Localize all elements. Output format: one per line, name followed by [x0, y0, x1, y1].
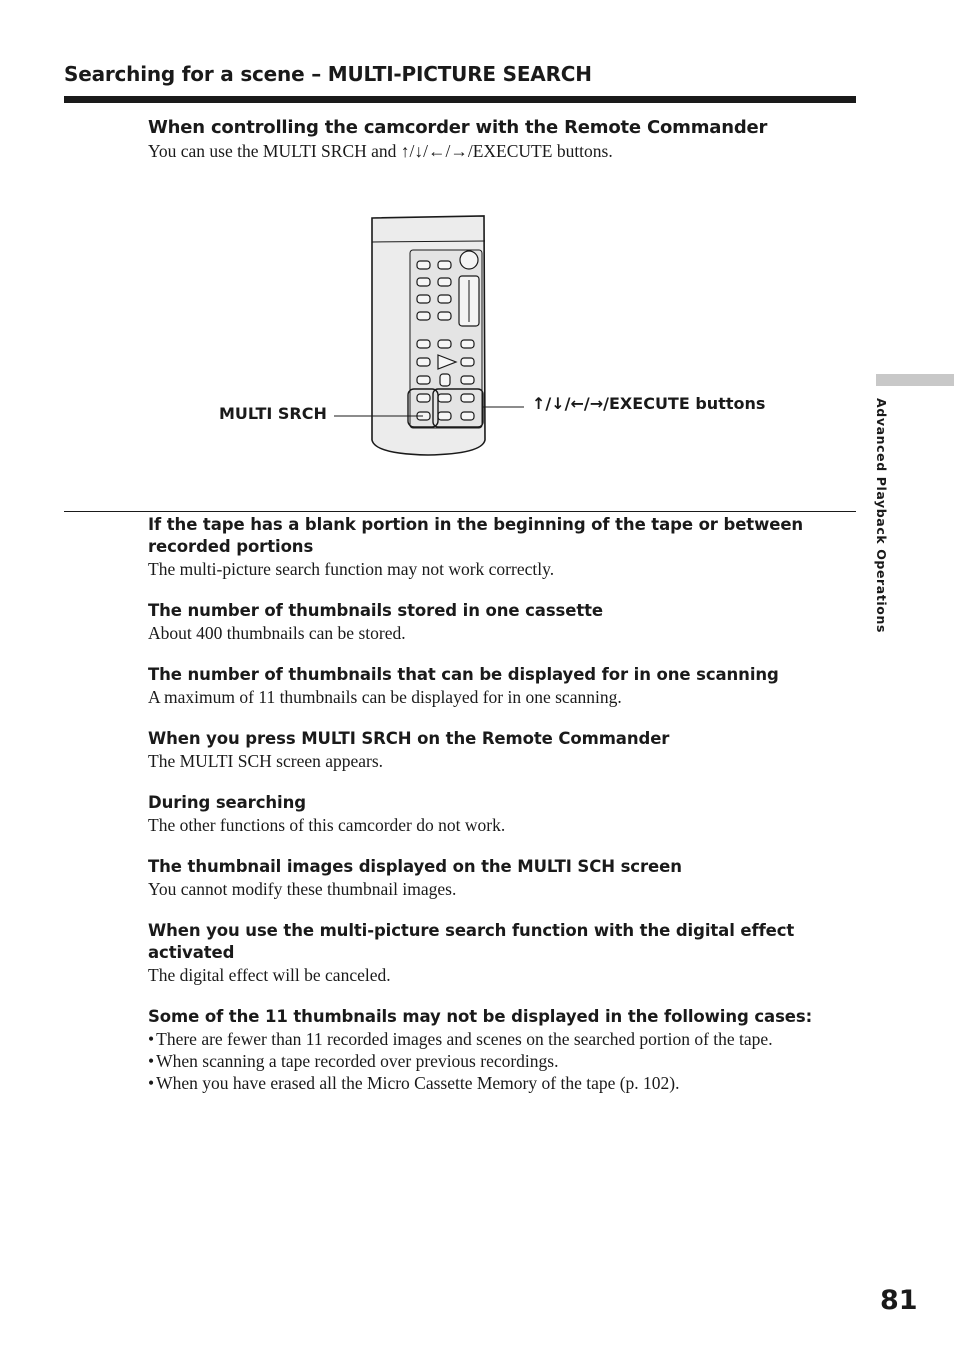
section-divider [64, 511, 856, 512]
remote-commander-illustration [200, 200, 800, 470]
note-heading: If the tape has a blank portion in the beginning of the tape or between recorded portions [148, 515, 804, 556]
cases-note [148, 1006, 848, 1094]
note-body: About 400 thumbnails can be stored. [148, 623, 406, 643]
note-heading: When you press MULTI SRCH on the Remote Commander [148, 729, 670, 748]
note-body: The other functions of this camcorder do not work. [148, 815, 506, 835]
page-title: Searching for a scene – MULTI-PICTURE SEARCH [64, 62, 592, 86]
note-item [148, 664, 848, 708]
list-item: • There are fewer than 11 recorded images and scenes on the searched portion of the tape. [148, 1028, 848, 1050]
note-item [148, 514, 848, 580]
note-heading: The number of thumbnails that can be displayed for in one scanning [148, 665, 779, 684]
title-rule [64, 96, 856, 103]
cases-heading: Some of the 11 thumbnails may not be displayed in the following cases: [148, 1007, 813, 1026]
cases-list [148, 1028, 848, 1094]
note-item [148, 856, 848, 900]
note-body: The digital effect will be canceled. [148, 965, 391, 985]
note-item [148, 920, 848, 986]
section-heading: When controlling the camcorder with the Remote Commander [148, 117, 768, 138]
note-body: The multi-picture search function may not work correctly. [148, 559, 555, 579]
note-item [148, 792, 848, 836]
note-item [148, 600, 848, 644]
note-body: A maximum of 11 thumbnails can be displayed for in one scanning. [148, 687, 622, 707]
chapter-label: Advanced Playback Operations [874, 398, 889, 634]
note-heading: During searching [148, 793, 306, 812]
note-heading: The number of thumbnails stored in one cassette [148, 601, 604, 620]
chapter-tab [876, 374, 954, 386]
note-body: The MULTI SCH screen appears. [148, 751, 384, 771]
note-heading: When you use the multi-picture search function with the digital effect activated [148, 921, 795, 962]
notes-list [148, 514, 848, 1114]
multi-srch-label: MULTI SRCH [219, 404, 327, 423]
page-number: 81 [880, 1285, 918, 1316]
list-item: • When scanning a tape recorded over previous recordings. [148, 1050, 848, 1072]
note-heading: The thumbnail images displayed on the MULTI SCH screen [148, 857, 682, 876]
section-intro: You can use the MULTI SRCH and ↑/↓/←/→/EXECUTE buttons. [148, 141, 613, 161]
execute-buttons-label: ↑/↓/←/→/EXECUTE buttons [532, 394, 766, 413]
remote-commander-figure [200, 200, 800, 470]
list-item: • When you have erased all the Micro Cassette Memory of the tape (p. 102). [148, 1072, 848, 1094]
note-item [148, 728, 848, 772]
note-body: You cannot modify these thumbnail images. [148, 879, 457, 899]
